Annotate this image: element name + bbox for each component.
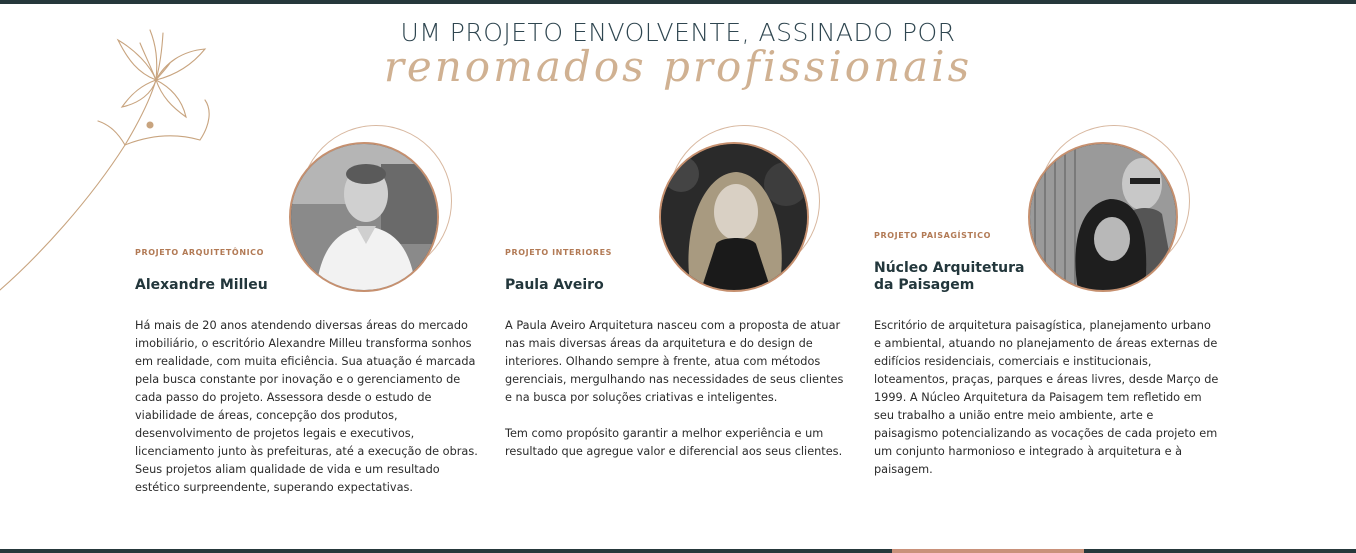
profile-name-line: Paula Aveiro: [505, 277, 604, 293]
profile-bio: A Paula Aveiro Arquitetura nasceu com a proposta de atuar nas mais diversas áreas da arquitetura e do design de interiores. Olhando sempre à frente, atua com métodos gerenciais, mergulhando nas necessidades de seus clientes e na busca por soluções criativas e inteligentes.: [505, 319, 844, 404]
profile-name: [505, 277, 850, 294]
profile-bio: Há mais de 20 anos atendendo diversas áreas do mercado imobiliário, o escritório Alexandre Milleu transforma sonhos em realidade, com muita eficiência. Sua atuação é marcada pela busca constante por inovação e o gerenciamento de cada passo do projeto. Assessora desde o estudo de viabilidade de áreas, concepção dos produtos, desenvolvimento de projetos legais e executivos, licenciamento junto às prefeituras, até a execução de obras. Seus projetos aliam qualidade de vida e um resultado estético surpreendente, superando expectativas.: [135, 319, 478, 494]
profile-bio: Escritório de arquitetura paisagística, planejamento urbano e ambiental, atuando no planejamento de áreas externas de edifícios residenciais, comerciais e institucionais, loteamentos, praças, parques e áreas livres, desde Março de 1999. A Núcleo Arquitetura da Paisagem tem refletido em seu trabalho a união entre meio ambiente, arte e paisagismo potencializando as vocações de cada projeto em um conjunto harmonioso e integrado à arquitetura e à paisagem.: [874, 319, 1219, 476]
profile-category: PROJETO PAISAGÍSTICO: [874, 231, 991, 240]
bottom-border: [0, 549, 1356, 553]
profile-card: [874, 231, 1219, 479]
profile-name: [135, 277, 480, 294]
profile-category: PROJETO INTERIORES: [505, 248, 613, 257]
profile-name-line: Núcleo Arquitetura: [874, 260, 1025, 276]
top-border: [0, 0, 1356, 4]
profile-name-line: da Paisagem: [874, 277, 975, 293]
profile-card: [135, 248, 480, 497]
section-title: UM PROJETO ENVOLVENTE, ASSINADO POR: [400, 18, 956, 47]
section-subtitle: renomados profissionais: [383, 42, 973, 91]
profile-name: [874, 260, 1219, 294]
profile-bio: Tem como propósito garantir a melhor experiência e um resultado que agregue valor e diferencial aos seus clientes.: [505, 427, 843, 458]
profile-card: [505, 248, 850, 461]
profile-category: PROJETO ARQUITETÔNICO: [135, 248, 265, 257]
profile-name-line: Alexandre Milleu: [135, 277, 268, 293]
bottom-accent-bar: [892, 549, 1084, 553]
